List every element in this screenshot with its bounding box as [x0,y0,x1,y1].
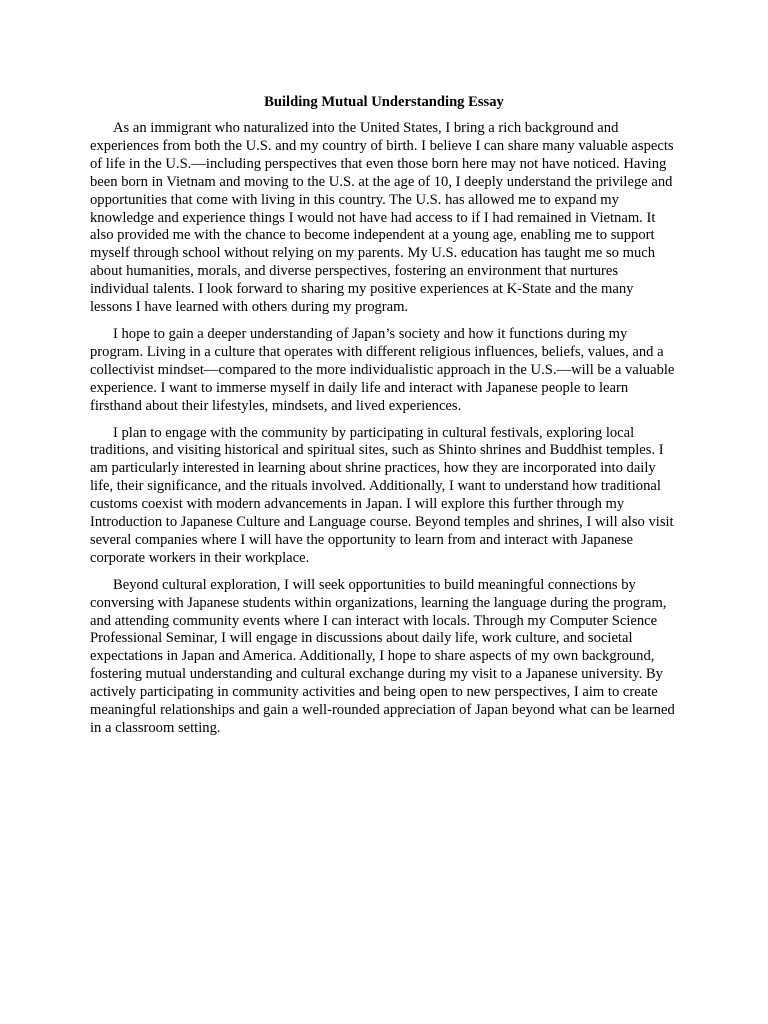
essay-paragraph-2: I hope to gain a deeper understanding of Japan’s society and how it functions during my program. Living in a culture that operates with different religious influences, beliefs, values, and a collectivist mindset—compared to the more individualistic approach in the U.S.—will be a valuable experience. I want to immerse myself in daily life and interact with Japanese people to learn firsthand about their lifestyles, mindsets, and lived experiences. [90,325,675,414]
essay-title: Building Mutual Understanding Essay [264,94,504,110]
essay-paragraph-4: Beyond cultural exploration, I will seek opportunities to build meaningful connections by conversing with Japanese students within organizations, learning the language during the program, and attending community events where I can interact with locals. Through my Computer Science Professional Seminar, I will engage in discussions about daily life, work culture, and societal expectations in Japan and America. Additionally, I hope to share aspects of my own background, fostering mutual understanding and cultural exchange during my visit to a Japanese university. By actively participating in community activities and being open to new perspectives, I aim to create meaningful relationships and gain a well-rounded appreciation of Japan beyond what can be learned in a classroom setting. [90,576,675,736]
essay-paragraph-3: I plan to engage with the community by participating in cultural festivals, exploring local traditions, and visiting historical and spiritual sites, such as Shinto shrines and Buddhist temples. I am particularly interested in learning about shrine practices, how they are incorporated into daily life, their significance, and the rituals involved. Additionally, I want to understand how traditional customs coexist with modern advancements in Japan. I will explore this further through my Introduction to Japanese Culture and Language course. Beyond temples and shrines, I will also visit several companies where I will have the opportunity to learn from and interact with Japanese corporate workers in their workplace. [90,424,674,566]
essay-body [90,93,678,747]
essay-paragraph-1: As an immigrant who naturalized into the United States, I bring a rich background and experiences from both the U.S. and my country of birth. I believe I can share many valuable aspects of life in the U.S.—including perspectives that even those born here may not have noticed. Having been born in Vietnam and moving to the U.S. at the age of 10, I deeply understand the privilege and opportunities that come with living in this country. The U.S. has allowed me to expand my knowledge and experience things I would not have had access to if I had remained in Vietnam. It also provided me with the chance to become independent at a young age, enabling me to support myself through school without relying on my parents. My U.S. education has taught me so much about humanities, morals, and diverse perspectives, fostering an environment that nurtures individual talents. I look forward to sharing my positive experiences at K-State and the many lessons I have learned with others during my program. [90,120,674,316]
